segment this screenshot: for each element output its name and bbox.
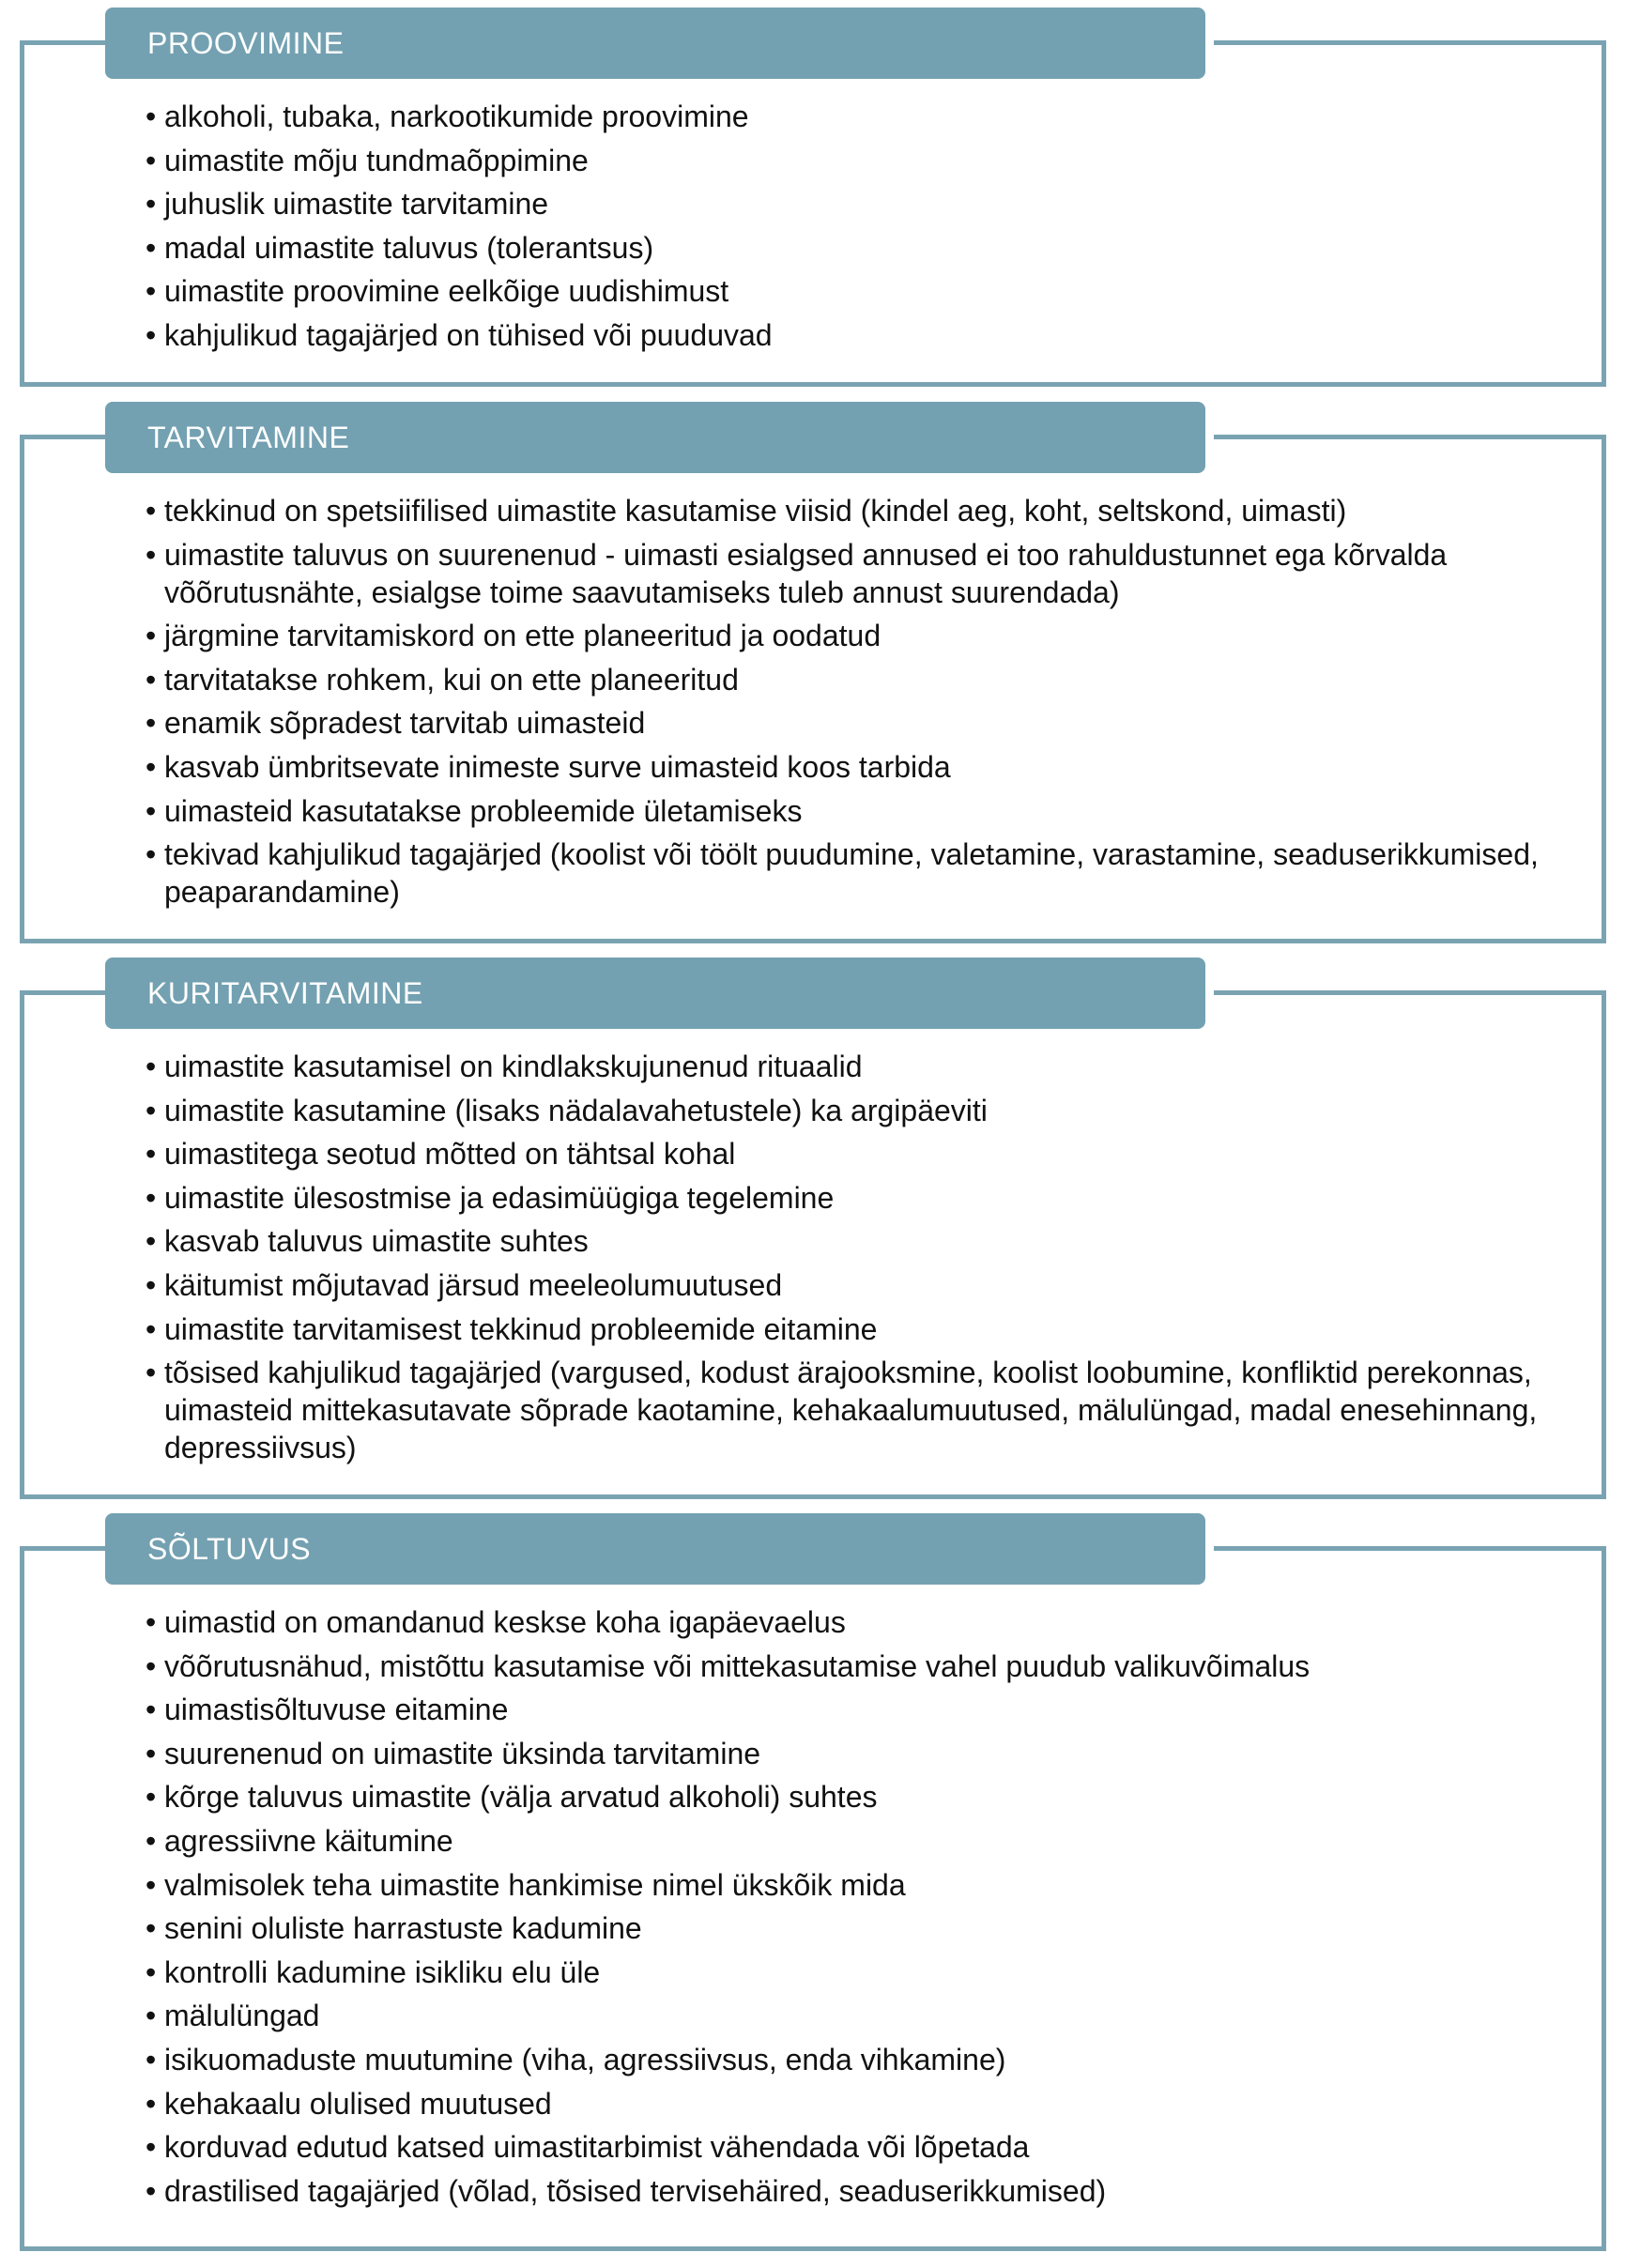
list-item (146, 617, 1582, 654)
list-item-text: võõrutusnähud, mistõttu kasutamise või mittekasutamise vahel puudub valikuvõimalus (164, 1648, 1311, 1683)
bullet-list (146, 1048, 1582, 1473)
list-item (146, 1778, 1582, 1816)
bullet-icon: • (146, 2130, 157, 2165)
section-title: SÕLTUVUS (147, 1531, 312, 1566)
list-item-text: agressiivne käitumine (164, 1823, 453, 1858)
bullet-icon: • (146, 619, 157, 653)
bullet-icon: • (146, 1311, 157, 1346)
list-item (146, 1822, 1582, 1860)
section-header (105, 8, 1205, 79)
bullet-list (146, 98, 1582, 360)
list-item (146, 492, 1582, 529)
list-item-text: tõsised kahjulikud tagajärjed (vargused, kodust ärajooksmine, koolist loobumine, konfliktid perekonnas, uimasteid mittekasutavate sõprade kaotamine, kehakaalumuutused, mälulüngad, madal enesehinnang, depressiivsus) (164, 1356, 1538, 1465)
list-item (146, 98, 1582, 135)
list-item-text: käitumist mõjutavad järsud meeleolumuutused (164, 1267, 783, 1302)
list-item (146, 229, 1582, 267)
list-item-text: uimastid on omandanud keskse koha igapäevaelus (164, 1605, 846, 1639)
list-item-text: suurenenud on uimastite üksinda tarvitamine (164, 1736, 761, 1770)
bullet-icon: • (146, 1954, 157, 1989)
list-item (146, 2172, 1582, 2210)
list-item-text: tarvitatakse rohkem, kui on ette planeeritud (164, 662, 739, 697)
bullet-icon: • (146, 317, 157, 352)
bullet-icon: • (146, 1267, 157, 1302)
list-item (146, 792, 1582, 830)
bullet-icon: • (146, 662, 157, 697)
bullet-icon: • (146, 1137, 157, 1172)
list-item-text: korduvad edutud katsed uimastitarbimist vähendada või lõpetada (164, 2130, 1030, 2165)
list-item (146, 1092, 1582, 1129)
list-item-text: uimasteid kasutatakse probleemide ületamiseks (164, 793, 803, 828)
list-item-text: uimastite ülesostmise ja edasimüügiga tegelemine (164, 1180, 835, 1215)
bullet-list (146, 492, 1582, 917)
list-item-text: juhuslik uimastite tarvitamine (164, 187, 549, 222)
list-item-text: uimastitega seotud mõtted on tähtsal kohal (164, 1137, 736, 1172)
bullet-icon: • (146, 1693, 157, 1727)
section-header (105, 402, 1205, 473)
list-item-text: senini oluliste harrastuste kadumine (164, 1911, 642, 1946)
list-item-text: kasvab ümbritsevate inimeste surve uimasteid koos tarbida (164, 749, 951, 784)
list-item-text: uimastite kasutamisel on kindlakskujunenud rituaalid (164, 1050, 863, 1083)
list-item (146, 1266, 1582, 1304)
list-item-text: kasvab taluvus uimastite suhtes (164, 1224, 589, 1259)
list-item (146, 1735, 1582, 1772)
list-item-text: kõrge taluvus uimastite (välja arvatud alkoholi) suhtes (164, 1780, 878, 1815)
bullet-icon: • (146, 1999, 157, 2033)
list-item (146, 1909, 1582, 1947)
list-item (146, 1691, 1582, 1728)
bullet-icon: • (146, 1823, 157, 1858)
list-item-text: isikuomaduste muutumine (viha, agressiivsus, enda vihkamine) (164, 2042, 1006, 2076)
list-item (146, 272, 1582, 310)
bullet-icon: • (146, 494, 157, 528)
list-item-text: kahjulikud tagajärjed on tühised või puuduvad (164, 317, 773, 352)
list-item (146, 142, 1582, 179)
list-item-text: kehakaalu olulised muutused (164, 2086, 552, 2121)
list-item (146, 536, 1582, 611)
list-item (146, 185, 1582, 222)
list-item-text: alkoholi, tubaka, narkootikumide proovimine (164, 100, 749, 133)
section-header (105, 958, 1205, 1029)
list-item (146, 1997, 1582, 2034)
list-item-text: uimastite taluvus on suurenenud - uimasti esialgsed annused ei too rahuldustunnet ega kõrvalda võõrutusnähte, esialgse toime saavutamiseks tuleb annust suurendada) (164, 537, 1448, 609)
bullet-icon: • (146, 2042, 157, 2076)
bullet-icon: • (146, 837, 157, 872)
list-item (146, 1603, 1582, 1641)
bullet-icon: • (146, 706, 157, 741)
bullet-icon: • (146, 1867, 157, 1902)
bullet-icon: • (146, 1605, 157, 1639)
list-item-text: uimastisõltuvuse eitamine (164, 1693, 509, 1727)
bullet-icon: • (146, 1093, 157, 1127)
bullet-icon: • (146, 1356, 157, 1390)
list-item (146, 748, 1582, 786)
section-title: KURITARVITAMINE (147, 975, 423, 1010)
bullet-icon: • (146, 1648, 157, 1683)
list-item-text: kontrolli kadumine isikliku elu üle (164, 1954, 601, 1989)
bullet-icon: • (146, 230, 157, 265)
list-item-text: uimastite mõju tundmaõppimine (164, 143, 589, 177)
bullet-icon: • (146, 1780, 157, 1815)
list-item (146, 835, 1582, 911)
list-item (146, 1310, 1582, 1348)
bullet-icon: • (146, 793, 157, 828)
list-item-text: drastilised tagajärjed (võlad, tõsised tervisehäired, seaduserikkumised) (164, 2173, 1107, 2208)
bullet-list (146, 1603, 1582, 2215)
list-item (146, 1048, 1582, 1085)
list-item (146, 1222, 1582, 1260)
section-title: TARVITAMINE (147, 420, 350, 454)
list-item (146, 1179, 1582, 1217)
list-item-text: uimastite proovimine eelkõige uudishimust (164, 274, 729, 309)
list-item (146, 661, 1582, 698)
list-item (146, 1866, 1582, 1904)
list-item-text: enamik sõpradest tarvitab uimasteid (164, 706, 646, 741)
list-item (146, 1135, 1582, 1172)
section-title: PROOVIMINE (147, 25, 345, 60)
bullet-icon: • (146, 2086, 157, 2121)
bullet-icon: • (146, 1736, 157, 1770)
list-item (146, 2128, 1582, 2166)
bullet-icon: • (146, 1050, 157, 1083)
list-item (146, 1354, 1582, 1466)
list-item-text: mälulüngad (164, 1999, 320, 2033)
bullet-icon: • (146, 749, 157, 784)
list-item (146, 1954, 1582, 1991)
bullet-icon: • (146, 100, 157, 133)
list-item-text: tekkinud on spetsiifilised uimastite kasutamise viisid (kindel aeg, koht, seltskond, uimasti) (164, 494, 1347, 528)
list-item (146, 2041, 1582, 2078)
bullet-icon: • (146, 274, 157, 309)
section-header (105, 1513, 1205, 1585)
list-item (146, 316, 1582, 354)
bullet-icon: • (146, 143, 157, 177)
list-item-text: tekivad kahjulikud tagajärjed (koolist või töölt puudumine, valetamine, varastamine, seaduserikkumised, peaparandamine) (164, 837, 1539, 910)
list-item (146, 2085, 1582, 2122)
list-item-text: uimastite kasutamine (lisaks nädalavahetustele) ka argipäeviti (164, 1093, 988, 1127)
bullet-icon: • (146, 187, 157, 222)
bullet-icon: • (146, 1911, 157, 1946)
list-item-text: uimastite tarvitamisest tekkinud probleemide eitamine (164, 1311, 878, 1346)
list-item-text: valmisolek teha uimastite hankimise nimel ükskõik mida (164, 1867, 906, 1902)
bullet-icon: • (146, 1180, 157, 1215)
list-item-text: järgmine tarvitamiskord on ette planeeritud ja oodatud (164, 619, 881, 653)
list-item-text: madal uimastite taluvus (tolerantsus) (164, 230, 654, 265)
bullet-icon: • (146, 2173, 157, 2208)
bullet-icon: • (146, 1224, 157, 1259)
list-item (146, 704, 1582, 742)
list-item (146, 1647, 1582, 1685)
bullet-icon: • (146, 537, 157, 572)
